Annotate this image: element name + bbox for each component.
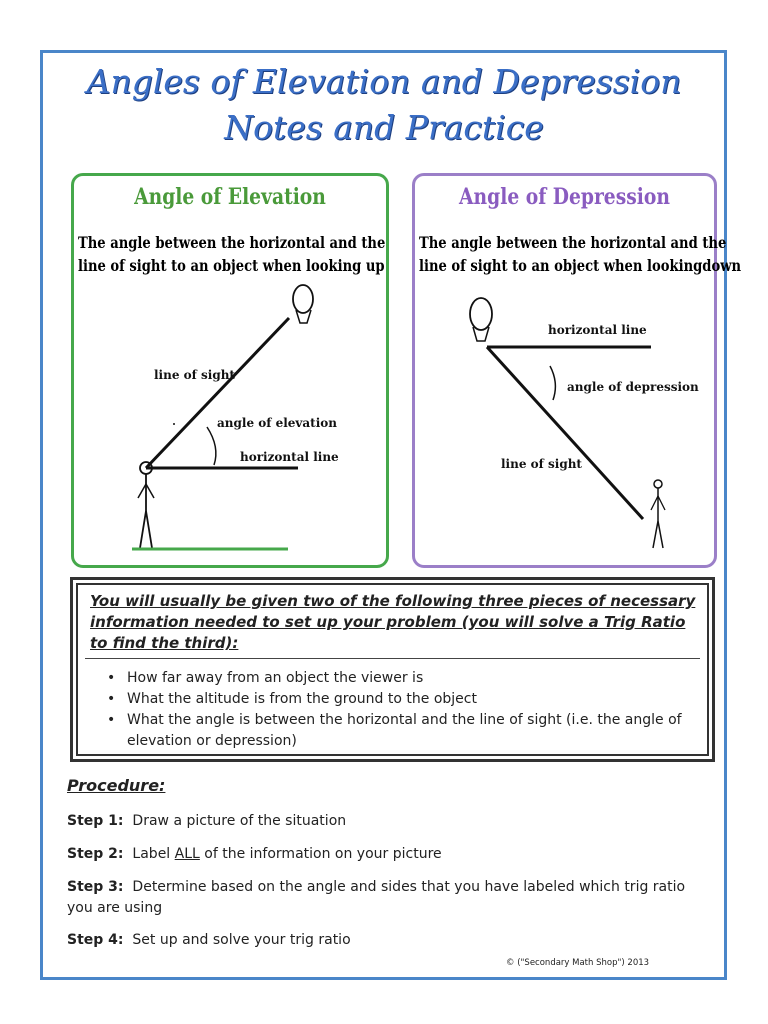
depression-angle-arc [550,366,555,400]
list-item: • What the angle is between the horizontal and the line of sight (i.e. the angle of elevation or depression) [107,712,682,749]
step-text: Set up and solve your trig ratio [132,932,351,948]
step-4 [67,930,707,951]
elevation-definition-line1: The angle between the horizontal and the [78,233,386,252]
viewer-head-icon [654,480,662,488]
depression-line-of-sight [487,347,643,519]
elevation-line-of-sight [146,318,289,468]
elevation-angle-label: angle of elevation [217,416,338,430]
list-item: • What the altitude is from the ground to the object [107,689,707,710]
bullet-icon: • [107,691,116,707]
step-label: Step 1: [67,813,124,829]
elevation-angle-arc [207,427,216,465]
page-title-line1: Angles of Elevation and Depression [86,62,682,101]
step-label: Step 3: [67,879,124,895]
elevation-panel [71,173,389,568]
depression-diagram [415,176,714,565]
balloon-icon [470,298,492,330]
elevation-diagram [74,176,386,565]
depression-horizontal-label: horizontal line [548,323,647,337]
step-text: Determine based on the angle and sides that you have labeled which trig ratio you are using [67,879,686,916]
copyright-notice: © ("Secondary Math Shop") 2013 [506,958,650,968]
elevation-heading: Angle of Elevation [134,184,326,210]
step-text: Draw a picture of the situation [132,813,347,829]
info-divider [85,658,700,659]
info-box [70,577,715,762]
depression-line-of-sight-label: line of sight [501,457,582,471]
depression-heading: Angle of Depression [459,184,670,210]
balloon-icon [293,285,313,313]
list-item: • How far away from an object the viewer is [107,668,707,689]
depression-angle-label: angle of depression [567,380,699,394]
depression-definition-line2: line of sight to an object when lookingdown [419,256,742,275]
step-label: Step 4: [67,932,124,948]
info-list [107,668,707,752]
info-heading: You will usually be given two of the following three pieces of necessary information needed to set up your problem (you will solve a Trig Ratio to find the third): [90,592,696,652]
step-label: Step 2: [67,846,124,862]
bullet-icon: • [107,712,116,728]
procedure-heading: Procedure: [67,776,166,795]
elevation-definition-line2: line of sight to an object when looking up [78,256,385,275]
depression-definition-line1: The angle between the horizontal and the [419,233,727,252]
step-3 [67,877,707,919]
elevation-horizontal-label: horizontal line [240,450,339,464]
depression-panel [412,173,742,568]
step-2: Step 2: Label ALL of the information on your picture [67,846,442,862]
bullet-icon: • [107,670,116,686]
step-emphasis: ALL [174,846,200,862]
step-1 [67,811,707,832]
page-title-line2: Notes and Practice [224,108,544,147]
elevation-line-of-sight-label: line of sight [154,368,235,382]
